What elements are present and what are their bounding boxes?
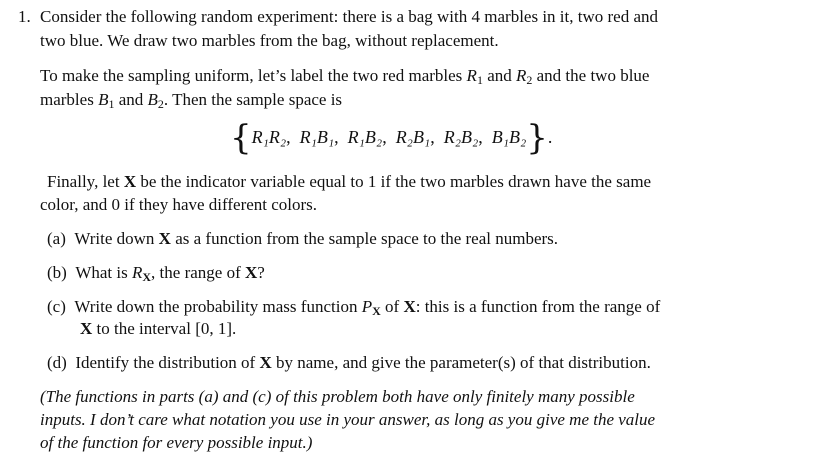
part-d: (d) Identify the distribution of X by name, and give the parameter(s) of that distribution. xyxy=(47,353,651,372)
note-line-3: of the function for every possible input.) xyxy=(40,433,313,452)
sample-space-set: {R₁R₂, R₁B₁, R₁B₂, R₂B₁, R₂B₂, B₁B₂}. xyxy=(230,118,553,158)
part-c: (c) Write down the probability mass function $P_X$ of X: this is a function from the range of xyxy=(47,297,661,318)
outcome: R₁B₁ xyxy=(299,127,335,147)
finally-line-1: Finally, let X be the indicator variable equal to 1 if the two marbles drawn have the same xyxy=(47,172,652,191)
uniform-line-2: marbles $B_1$ and $B_2$. Then the sample space is xyxy=(40,90,343,111)
uniform-line-1: To make the sampling uniform, let’s label the two red marbles $R_1$ and $R_2$ and the two blue xyxy=(40,66,650,87)
intro-line-2: two blue. We draw two marbles from the bag, without replacement. xyxy=(40,31,499,50)
intro-line-1: Consider the following random experiment: there is a bag with 4 marbles in it, two red and xyxy=(40,7,658,26)
set-close-brace: } xyxy=(526,118,548,158)
part-a: (a) Write down X as a function from the sample space to the real numbers. xyxy=(47,229,559,248)
set-open-brace: { xyxy=(230,118,252,158)
note-line-2: inputs. I don’t care what notation you use in your answer, as long as you give me the value xyxy=(40,410,656,429)
part-c-line-2: X to the interval [0, 1]. xyxy=(80,319,237,338)
outcome: B₁B₂ xyxy=(491,127,527,147)
part-b: (b) What is $R_X$, the range of X? xyxy=(47,263,265,284)
outcome: R₁R₂ xyxy=(251,127,287,147)
outcome: R₁B₂ xyxy=(347,127,383,147)
outcome: R₂B₂ xyxy=(443,127,479,147)
problem-number: 1. xyxy=(18,7,31,26)
finally-line-2: color, and 0 if they have different colors. xyxy=(40,195,318,214)
outcome: R₂B₁ xyxy=(395,127,431,147)
note-line-1: (The functions in parts (a) and (c) of this problem both have only finitely many possible xyxy=(40,387,635,406)
